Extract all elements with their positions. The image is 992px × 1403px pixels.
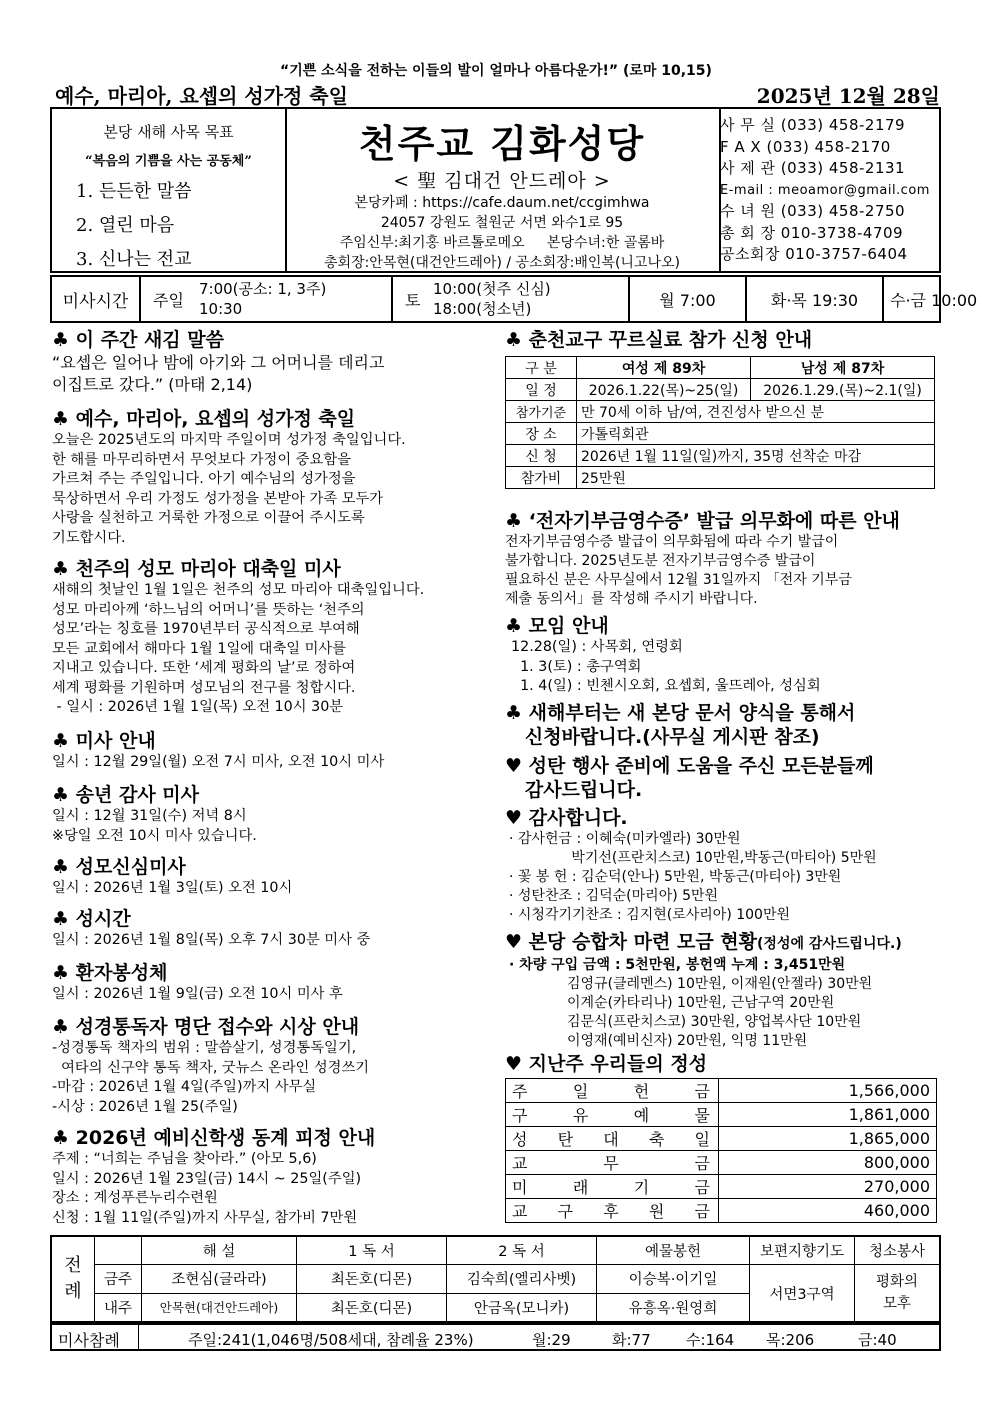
sick-communion-heading: ♣ 환자봉성체 (52, 962, 168, 984)
saturday-time-1: 10:00(첫주 신심) (433, 280, 551, 298)
cell: 2026년 1월 11일(일)까지, 35명 선착순 마감 (577, 445, 935, 467)
cell: 금주 (95, 1265, 142, 1293)
thanks-section (505, 806, 877, 925)
word-line-2: 이집트로 갔다.” (마태 2,14) (52, 375, 253, 394)
van-section (505, 930, 902, 1051)
offering-amount: 1,566,000 (719, 1079, 937, 1103)
holy-line: 오늘은 2025년도의 마지막 주일이며 성가정 축일입니다. (52, 432, 406, 448)
table-row (506, 1199, 937, 1223)
van-total: · 차량 구입 금액 : 5천만원, 봉헌액 누계 : 3,451만원 (509, 957, 846, 973)
christmas-thanks-line-1: ♥ 성탄 행사 준비에 도움을 주신 모든분들께 (505, 755, 874, 777)
contact-president: 총 회 장 010-3738-4709 (720, 223, 904, 242)
header-cell: 예물봉헌 (597, 1236, 750, 1265)
sunday-time-1: 7:00(공소: 1, 3주) (199, 280, 327, 298)
offering-section (505, 1052, 937, 1223)
meeting-line: 12.28(일) : 사목회, 연령회 (511, 639, 683, 655)
van-donor-line: 김영규(클레멘스) 10만원, 이재원(안젤라) 30만원 (567, 976, 873, 992)
offering-label: 성 탄 대 축 일 (506, 1127, 719, 1151)
year-end-heading: ♣ 송년 감사 미사 (52, 784, 200, 806)
header-box (50, 107, 941, 273)
table-row (506, 1079, 937, 1103)
offering-label: 미 래 기 금 (506, 1175, 719, 1199)
holy-hour-section (52, 907, 370, 951)
attendance-label: 미사참례 (58, 1331, 120, 1350)
devotion-text: 일시 : 2026년 1월 3일(토) 오전 10시 (52, 880, 293, 896)
van-heading-text: ♥ 본당 승합차 마련 모금 현황 (505, 931, 758, 953)
forms-notice-line-2: 신청바랍니다.(사무실 게시판 참조) (505, 726, 820, 748)
contact-convent: 수 녀 원 (033) 458-2750 (720, 202, 906, 220)
holy-hour-heading: ♣ 성시간 (52, 908, 131, 930)
seminary-section (52, 1126, 375, 1228)
church-name: 천주교 김화성당 (358, 121, 646, 166)
offering-label: 구 유 예 물 (506, 1103, 719, 1127)
van-heading (505, 930, 902, 956)
mass-label: 미사시간 (52, 277, 141, 321)
prayer-cell: 서면3구역 (750, 1265, 855, 1322)
offering-amount: 1,861,000 (719, 1103, 937, 1127)
goal-2: 2. 열린 마음 (76, 215, 175, 236)
header-cell: 2 독 서 (447, 1236, 597, 1265)
cell: 유흥옥·원영희 (597, 1293, 750, 1322)
table-row (506, 1103, 937, 1127)
cell: 구 분 (506, 357, 577, 379)
mass-saturday (393, 277, 630, 321)
attendance-bar (50, 1323, 941, 1351)
contact-rectory: 사 제 관 (033) 458-2131 (720, 159, 906, 177)
year-end-section (52, 783, 257, 846)
mary-line: 지내고 있습니다. 또한 ‘세계 평화의 날’로 정하여 (52, 660, 356, 676)
table-row (51, 1236, 940, 1265)
receipt-line: 제출 동의서」를 작성해 주시기 바랍니다. (505, 591, 758, 607)
cell: 최돈호(디몬) (297, 1293, 447, 1322)
goals-subtitle: “복음의 기쁨을 사는 공동체” (85, 154, 252, 169)
attendance-wednesday: 수:164 (686, 1331, 735, 1349)
word-heading: ♣ 이 주간 새김 말씀 (52, 329, 224, 351)
sick-communion-section (52, 961, 343, 1005)
left-column (52, 328, 384, 396)
attendance-monday: 월:29 (532, 1331, 571, 1349)
bible-heading: ♣ 성경통독자 명단 접수와 시상 안내 (52, 1016, 360, 1038)
year-end-line: ※당일 오전 10시 미사 있습니다. (52, 827, 257, 844)
contact-fax: F A X (033) 458-2170 (720, 137, 891, 156)
mass-tue-thu: 화·목 19:30 (747, 277, 884, 321)
contact-office: 사 무 실 (033) 458-2179 (720, 116, 906, 134)
devotion-heading: ♣ 성모신심미사 (52, 856, 186, 878)
attendance-thursday: 목:206 (766, 1331, 815, 1349)
cursillo-table (505, 356, 935, 489)
header-cell (95, 1236, 142, 1265)
header-cell: 청소봉사 (855, 1236, 941, 1265)
table-row (506, 1127, 937, 1151)
goals-title: 본당 새해 사목 목표 (103, 123, 234, 141)
goal-1: 1. 든든한 말씀 (76, 181, 192, 202)
meeting-line: 1. 3(토) : 총구역회 (511, 658, 642, 675)
cursillo-section (505, 328, 935, 489)
forms-notice (505, 701, 855, 749)
attendance-friday: 금:40 (858, 1331, 897, 1349)
seminary-line: 일시 : 2026년 1월 23일(금) 14시 ~ 25일(주일) (52, 1170, 362, 1187)
bible-line: -시상 : 2026년 1월 25(주일) (52, 1098, 238, 1115)
bible-line: -성경통독 책자의 범위 : 말씀살기, 성경통독일기, (52, 1040, 357, 1056)
offering-amount: 460,000 (719, 1199, 937, 1223)
seminary-line: 신청 : 1월 11일(주일)까지 사무실, 참가비 7만원 (52, 1209, 358, 1226)
cursillo-heading: ♣ 춘천교구 꾸르실료 참가 신청 안내 (505, 329, 813, 351)
seminary-line: 장소 : 계성푸른누리수련원 (52, 1190, 218, 1206)
cell: 일 정 (506, 379, 577, 401)
offering-amount: 1,865,000 (719, 1127, 937, 1151)
mass-info-heading: ♣ 미사 안내 (52, 730, 156, 752)
holy-line: 사랑을 실천하고 거룩한 가정으로 이끌어 주시도록 (52, 510, 365, 526)
receipt-heading: ♣ ‘전자기부금영수증’ 발급 의무화에 따른 안내 (505, 510, 900, 532)
cell: 신 청 (506, 445, 577, 467)
attendance-tuesday: 화:77 (612, 1331, 651, 1349)
cell: 25만원 (577, 467, 935, 489)
christmas-thanks (505, 754, 874, 802)
feast-title: 예수, 마리아, 요셉의 성가정 축일 (55, 84, 348, 108)
cell: 2026.1.29.(목)~2.1(일) (751, 379, 935, 401)
mass-info-text: 일시 : 12월 29일(월) 오전 7시 미사, 오전 10시 미사 (52, 754, 385, 770)
header-cell: 1 독 서 (297, 1236, 447, 1265)
mary-line: 성모’라는 칭호를 1970년부터 공식적으로 부여해 (52, 621, 360, 637)
church-leaders: 총회장:안목현(대건안드레아) / 공소회장:배인복(니고나오) (324, 255, 680, 271)
mary-line: 세계 평화를 기원하며 성모님의 전구를 청합시다. (52, 679, 356, 696)
van-donor-line: 이영재(예비신자) 20만원, 익명 11만원 (567, 1033, 808, 1049)
offering-table (505, 1078, 937, 1223)
church-clergy: 주임신부:최기홍 바르톨로메오 본당수녀:한 골롬바 (339, 235, 665, 251)
bible-line: -마감 : 2026년 1월 4일(주일)까지 사무실 (52, 1079, 317, 1095)
holy-family-section (52, 407, 406, 548)
table-row (506, 1175, 937, 1199)
liturgy-label: 전 례 (51, 1236, 95, 1322)
receipt-section (505, 509, 900, 609)
thanks-line: · 감사헌금 : 이혜숙(미카엘라) 30만원 (509, 831, 741, 847)
cell: 김숙희(엘리사벳) (447, 1265, 597, 1293)
offering-amount: 270,000 (719, 1175, 937, 1199)
thanks-line: · 시청각기기찬조 : 김지현(로사리아) 100만원 (509, 907, 790, 923)
contact-email[interactable]: E-mail : meoamor@gmail.com (720, 182, 930, 198)
church-info (285, 109, 721, 271)
cell: 여성 제 89차 (577, 357, 751, 379)
mass-sunday (141, 277, 393, 321)
mass-wed-fri: 수·금 10:00 (890, 290, 978, 310)
sunday-times (199, 279, 326, 319)
forms-notice-line-1: ♣ 새해부터는 새 본당 문서 양식을 통해서 (505, 702, 856, 724)
sick-communion-text: 일시 : 2026년 1월 9일(금) 오전 10시 미사 후 (52, 986, 343, 1002)
cell: 이승복·이기일 (597, 1265, 750, 1293)
bible-line: 여타의 신구약 통독 책자, 굿뉴스 온라인 성경쓰기 (52, 1059, 370, 1076)
seminary-heading: ♣ 2026년 예비신학생 동계 피정 안내 (52, 1127, 376, 1149)
thanks-line: · 성탄찬조 : 김덕순(마리아) 5만원 (509, 888, 719, 904)
meeting-section (505, 614, 821, 697)
cell: 안목현(대건안드레아) (142, 1293, 297, 1322)
christmas-thanks-line-2: 감사드립니다. (505, 779, 643, 801)
bulletin-date: 2025년 12월 28일 (756, 84, 940, 108)
receipt-line: 불가합니다. 2025년도분 전자기부금영수증 발급이 (505, 553, 816, 569)
mass-monday: 월 7:00 (630, 277, 747, 321)
thanks-heading: ♥ 감사합니다. (505, 807, 628, 829)
receipt-line: 필요하신 분은 사무실에서 12월 31일까지 「전자 기부금 (505, 572, 852, 588)
saturday-times (433, 279, 551, 319)
cell: 참가기준 (506, 401, 577, 423)
church-cafe[interactable]: 본당카페 : https://cafe.daum.net/ccgimhwa (354, 195, 650, 211)
mary-line: 성모 마리아께 ‘하느님의 어머니’를 뜻하는 ‘천주의 (52, 601, 365, 618)
cell: 장 소 (506, 423, 577, 445)
holy-line: 묵상하면서 우리 가정도 성가정을 본받아 가족 모두가 (52, 490, 384, 507)
goal-3: 3. 신나는 전교 (76, 249, 192, 270)
pastoral-goals (52, 109, 287, 271)
saturday-time-2: 18:00(청소년) (433, 300, 532, 318)
sunday-label: 주일 (153, 290, 184, 310)
church-address: 24057 강원도 철원군 서면 와수1로 95 (380, 215, 624, 231)
offering-heading: ♥ 지난주 우리들의 정성 (505, 1053, 708, 1075)
offering-label: 교 무 금 (506, 1151, 719, 1175)
offering-label: 교 구 후 원 금 (506, 1199, 719, 1223)
cell: 내주 (95, 1293, 142, 1322)
motto: “기쁜 소식을 전하는 이들의 발이 얼마나 아름다운가!” (로마 10,15) (280, 63, 712, 79)
saturday-label: 토 (405, 290, 421, 310)
cell: 조현심(글라라) (142, 1265, 297, 1293)
mary-line: 새해의 첫날인 1월 1일은 천주의 성모 마리아 대축일입니다. (52, 582, 425, 598)
meeting-line: 1. 4(일) : 빈첸시오회, 요셉회, 울뜨레아, 성심회 (511, 678, 821, 694)
liturgy-table (50, 1235, 941, 1323)
holy-line: 기도합시다. (52, 529, 126, 546)
offering-amount: 800,000 (719, 1151, 937, 1175)
header-cell: 해 설 (142, 1236, 297, 1265)
van-donor-line: 이계순(카타리나) 10만원, 근남구역 20만원 (567, 995, 835, 1011)
sunday-time-2: 10:30 (199, 300, 243, 318)
cell: 안금옥(모니카) (447, 1293, 597, 1322)
devotion-section (52, 855, 292, 899)
mass-times (50, 275, 978, 323)
holy-hour-text: 일시 : 2026년 1월 8일(목) 오후 7시 30분 미사 중 (52, 932, 371, 948)
mary-heading: ♣ 천주의 성모 마리아 대축일 미사 (52, 558, 341, 580)
contact-list (720, 115, 940, 266)
cell: 참가비 (506, 467, 577, 489)
offering-label: 주 일 헌 금 (506, 1079, 719, 1103)
church-patron: < 聖 김대건 안드레아 > (393, 170, 611, 192)
mary-line: - 일시 : 2026년 1월 1일(목) 오전 10시 30분 (52, 699, 344, 715)
mary-line: 모든 교회에서 해마다 1월 1일에 대축일 미사를 (52, 640, 347, 657)
cell: 남성 제 87차 (751, 357, 935, 379)
header-cell: 보편지향기도 (750, 1236, 855, 1265)
cell: 2026.1.22(목)~25(일) (577, 379, 751, 401)
holy-family-heading: ♣ 예수, 마리아, 요셉의 성가정 축일 (52, 408, 356, 430)
word-line-1: “요셉은 일어나 밤에 아기와 그 어머니를 데리고 (52, 353, 385, 372)
seminary-line: 주제 : “너희는 주님을 찾아라.” (아모 5,6) (52, 1151, 317, 1167)
contact-mission: 공소회장 010-3757-6404 (720, 245, 908, 263)
receipt-line: 전자기부금영수증 발급이 의무화됨에 따라 수기 발급이 (505, 534, 839, 550)
table-row (506, 1151, 937, 1175)
cell: 만 70세 이하 남/여, 견진성사 받으신 분 (577, 401, 935, 423)
holy-line: 한 해를 마무리하면서 무엇보다 가정이 중요함을 (52, 451, 351, 468)
cleaning-cell: 평화의 모후 (855, 1265, 941, 1322)
meeting-heading: ♣ 모임 안내 (505, 615, 609, 637)
mary-section (52, 557, 424, 718)
attendance-sunday: 주일:241(1,046명/508세대, 참례율 23%) (188, 1331, 474, 1349)
thanks-line: 박기선(프란치스코) 10만원,박동근(마티아) 5만원 (509, 850, 877, 866)
cell: 최돈호(디몬) (297, 1265, 447, 1293)
year-end-line: 일시 : 12월 31일(수) 저녁 8시 (52, 808, 247, 824)
cell: 가톨릭회관 (577, 423, 935, 445)
holy-line: 가르쳐 주는 주일입니다. 아기 예수님의 성가정을 (52, 471, 356, 487)
mass-info-section (52, 729, 384, 773)
van-heading-note: (정성에 감사드립니다.) (757, 936, 902, 952)
van-donor-line: 김문식(프란치스코) 30만원, 양업복사단 10만원 (567, 1014, 862, 1030)
thanks-line: · 꽃 봉 헌 : 김순덕(안나) 5만원, 박동근(마티아) 3만원 (509, 869, 842, 885)
bible-section (52, 1015, 369, 1117)
table-row (51, 1265, 940, 1293)
